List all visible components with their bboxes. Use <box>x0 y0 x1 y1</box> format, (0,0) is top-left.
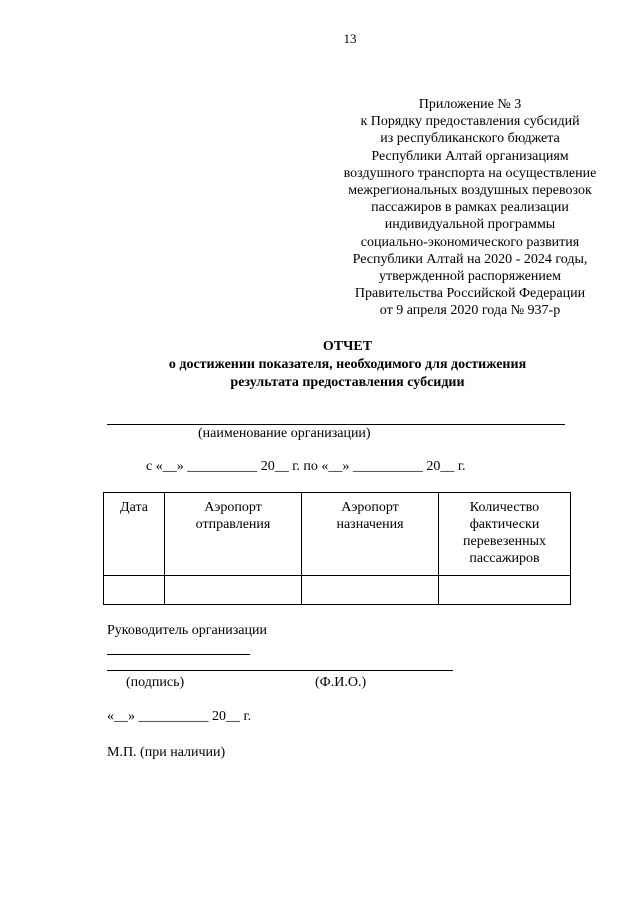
signature-date: «__» __________ 20__ г. <box>107 709 252 724</box>
organization-caption: (наименование организации) <box>198 426 371 441</box>
col-header-passenger-count: Количество фактически перевезенных пассажиров <box>439 493 571 576</box>
table-cell[interactable] <box>165 576 302 605</box>
title-line: результата предоставления субсидии <box>230 375 465 390</box>
appendix-line: Правительства Российской Федерации <box>354 286 586 302</box>
appendix-line: Республики Алтай на 2020 - 2024 годы, <box>352 251 588 267</box>
appendix-line: пассажиров в рамках реализации <box>371 200 569 216</box>
report-title <box>160 338 535 392</box>
fio-caption: (Ф.И.О.) <box>315 675 367 690</box>
title-line: о достижении показателя, необходимого для достижения <box>168 357 527 372</box>
head-of-organization-label: Руководитель организации <box>107 623 267 638</box>
col-header-departure-airport: Аэропорт отправления <box>165 493 302 576</box>
appendix-line: от 9 апреля 2020 года № 937-р <box>379 303 561 319</box>
table-cell[interactable] <box>439 576 571 605</box>
table-row <box>104 576 571 605</box>
signature-caption: (подпись) <box>126 675 185 690</box>
title-heading: ОТЧЕТ <box>322 339 373 354</box>
signature-line-long <box>107 670 453 671</box>
appendix-line: Приложение № 3 <box>418 97 522 112</box>
table-header-row <box>104 493 571 576</box>
appendix-block <box>300 96 640 320</box>
page-number: 13 <box>343 31 357 46</box>
appendix-line: Республики Алтай организациям <box>371 148 569 164</box>
stamp-note: М.П. (при наличии) <box>107 745 226 760</box>
appendix-line: индивидуальной программы <box>384 217 556 233</box>
table-cell[interactable] <box>302 576 439 605</box>
report-period: с «__» __________ 20__ г. по «__» __________ 20__ г. <box>146 459 466 474</box>
appendix-line: из республиканского бюджета <box>380 131 560 147</box>
col-header-date: Дата <box>104 493 165 576</box>
table-cell[interactable] <box>104 576 165 605</box>
appendix-line: межрегиональных воздушных перевозок <box>348 183 592 199</box>
report-table <box>103 492 571 605</box>
appendix-line: к Порядку предоставления субсидий <box>360 114 580 130</box>
col-header-arrival-airport: Аэропорт назначения <box>302 493 439 576</box>
organization-name-line <box>107 424 565 425</box>
appendix-line: воздушного транспорта на осуществление <box>343 165 597 181</box>
signature-line-short <box>107 654 250 655</box>
appendix-line: социально-экономического развития <box>360 234 580 250</box>
appendix-line: утвержденной распоряжением <box>379 269 561 285</box>
